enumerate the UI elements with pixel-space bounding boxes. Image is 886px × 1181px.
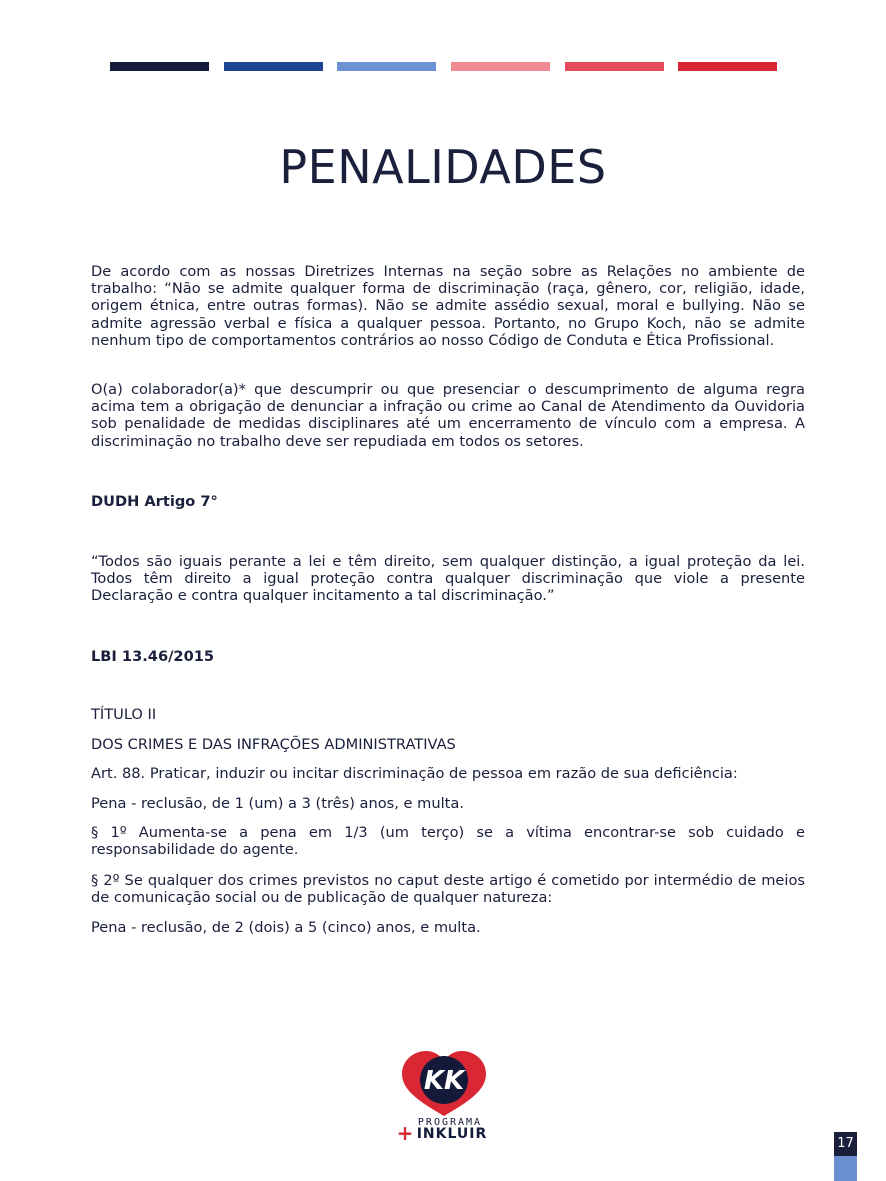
header-stripes <box>110 62 778 71</box>
stripe-3 <box>337 62 436 71</box>
page-title: PENALIDADES <box>279 140 607 194</box>
stripe-1 <box>110 62 209 71</box>
stripe-5 <box>565 62 664 71</box>
stripe-2 <box>224 62 323 71</box>
logo-heart-mark <box>394 1046 494 1142</box>
lbi-pena-2: Pena - reclusão, de 2 (dois) a 5 (cinco) anos, e multa. <box>91 919 481 936</box>
logo-mark-text: KK <box>423 1066 465 1096</box>
lbi-art88: Art. 88. Praticar, induzir ou incitar discriminação de pessoa em razão de sua deficiência: <box>91 765 738 782</box>
paragraph-diretrizes: De acordo com as nossas Diretrizes Internas na seção sobre as Relações no ambiente de trabalho: “Não se admite qualquer forma de discriminação (raça, gênero, cor, religião, idade, origem étnica, entre outras formas). Não se admite assédio sexual, moral e bullying. Não se admite agressão verbal e física a qualquer pessoa. Portanto, no Grupo Koch, não se admite nenhum tipo de comportamentos contrários ao nosso Código de Conduta e Ética Profissional. <box>91 263 805 349</box>
lbi-paragrafo-1: § 1º Aumenta-se a pena em 1/3 (um terço) se a vítima encontrar-se sob cuidado e responsabilidade do agente. <box>91 824 805 859</box>
lbi-paragrafo-2: § 2º Se qualquer dos crimes previstos no caput deste artigo é cometido por intermédio de meios de comunicação social ou de publicação de qualquer natureza: <box>91 872 805 907</box>
page-number: 17 <box>834 1132 857 1156</box>
dudh-heading: DUDH Artigo 7° <box>91 493 218 510</box>
lbi-pena-1: Pena - reclusão, de 1 (um) a 3 (três) anos, e multa. <box>91 795 464 812</box>
dudh-quote: “Todos são iguais perante a lei e têm direito, sem qualquer distinção, a igual proteção da lei. Todos têm direito a igual proteção contra qualquer discriminação que viole a presente Declaração e contra qualquer incitamento a tal discriminação.” <box>91 553 805 605</box>
programa-inkluir-logo <box>394 1046 494 1142</box>
stripe-6 <box>678 62 777 71</box>
lbi-heading: LBI 13.46/2015 <box>91 648 215 665</box>
paragraph-obrigacao: O(a) colaborador(a)* que descumprir ou que presenciar o descumprimento de alguma regra acima tem a obrigação de denunciar a infração ou crime ao Canal de Atendimento da Ouvidoria sob penalidade de medidas disciplinares até um encerramento de vínculo com a empresa. A discriminação no trabalho deve ser repudiada em todos os setores. <box>91 381 805 450</box>
logo-plus-sign: + <box>396 1121 414 1142</box>
lbi-titulo: TÍTULO II <box>91 706 157 723</box>
page-number-tab <box>834 1156 857 1181</box>
logo-inkluir-text: INKLUIR <box>416 1126 488 1142</box>
stripe-4 <box>451 62 550 71</box>
logo-programa-text: PROGRAMA <box>417 1117 483 1128</box>
lbi-subtitulo: DOS CRIMES E DAS INFRAÇÕES ADMINISTRATIVAS <box>91 736 456 753</box>
